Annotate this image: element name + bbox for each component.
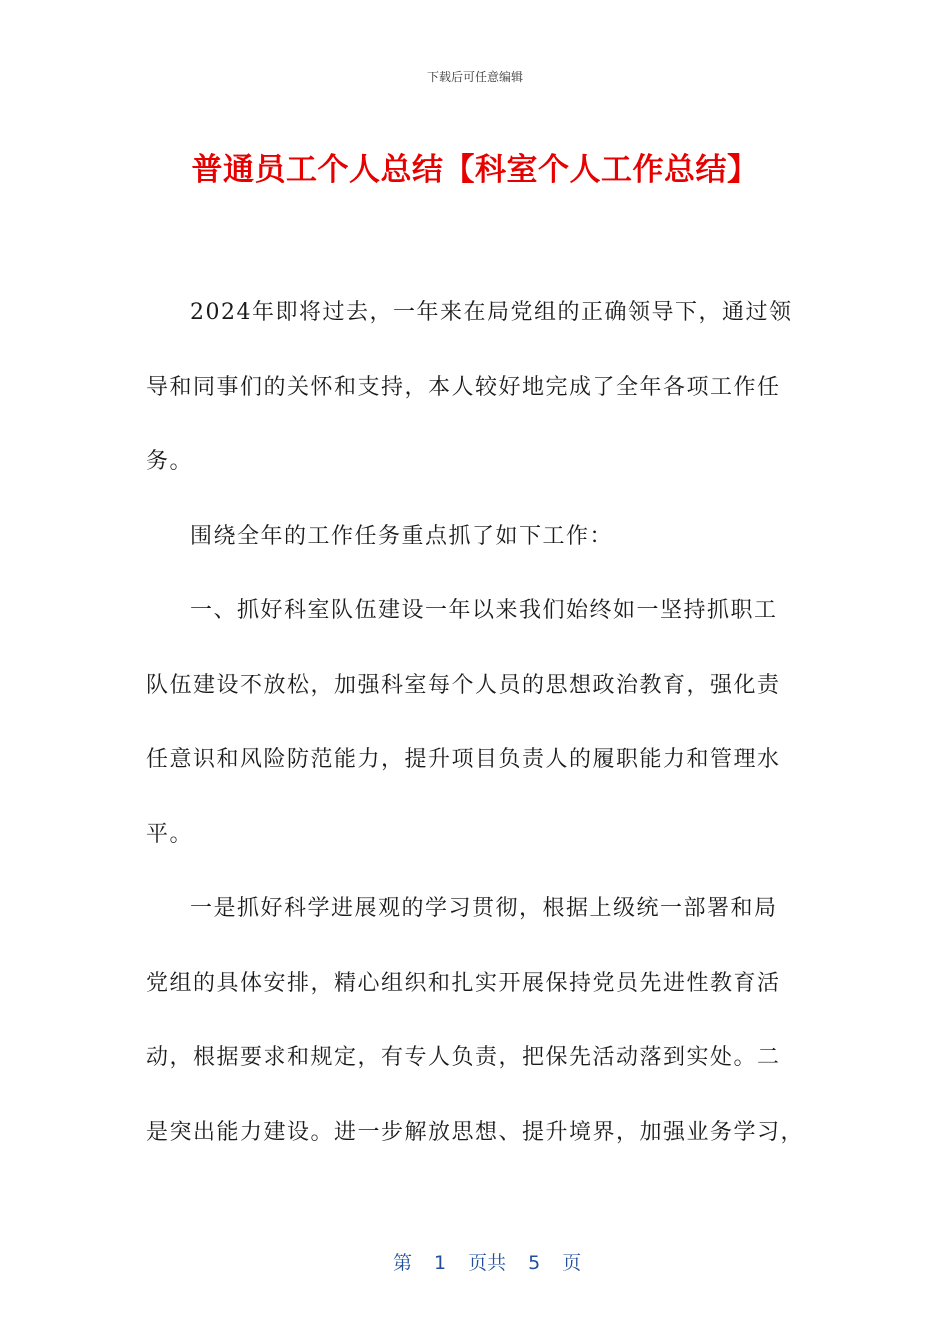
- text-line: 是突出能力建设。进一步解放思想、提升境界，加强业务学习，: [146, 1119, 805, 1145]
- footer-total-pages: 5: [528, 1252, 541, 1274]
- text-line: 围绕全年的工作任务重点抓了如下工作：: [190, 523, 614, 549]
- paragraph-overview: [146, 500, 806, 575]
- footer-prefix: 第: [392, 1252, 412, 1274]
- footer-suffix: 页: [562, 1252, 582, 1274]
- text-line: 务。: [146, 449, 194, 474]
- document-body: [146, 276, 806, 1170]
- text-line: 平。: [146, 821, 194, 847]
- paragraph-intro: [146, 276, 806, 500]
- text-line: 2024年即将过去，一年来在局党组的正确领导下，通过领: [190, 300, 793, 325]
- text-line: 一、抓好科室队伍建设一年以来我们始终如一坚持抓职工: [190, 598, 778, 623]
- text-line: 队伍建设不放松，加强科室每个人员的思想政治教育，强化责: [146, 672, 781, 698]
- text-line: 党组的具体安排，精心组织和扎实开展保持党员先进性教育活: [146, 970, 781, 996]
- text-line: 动，根据要求和规定，有专人负责，把保先活动落到实处。二: [146, 1045, 781, 1070]
- paragraph-point-one: [146, 872, 806, 1170]
- footer-middle: 页共: [468, 1252, 507, 1274]
- footer-current-page: 1: [433, 1252, 447, 1274]
- text-line: 导和同事们的关怀和支持，本人较好地完成了全年各项工作任: [146, 374, 781, 400]
- header-note: 下载后可任意编辑: [426, 70, 523, 84]
- text-line: 一是抓好科学进展观的学习贯彻，根据上级统一部署和局: [190, 896, 778, 921]
- document-title: 普通员工个人总结【科室个人工作总结】: [191, 152, 759, 188]
- text-line: 任意识和风险防范能力，提升项目负责人的履职能力和管理水: [146, 747, 781, 772]
- paragraph-section-one: [146, 574, 806, 872]
- page-footer: [0, 1226, 950, 1297]
